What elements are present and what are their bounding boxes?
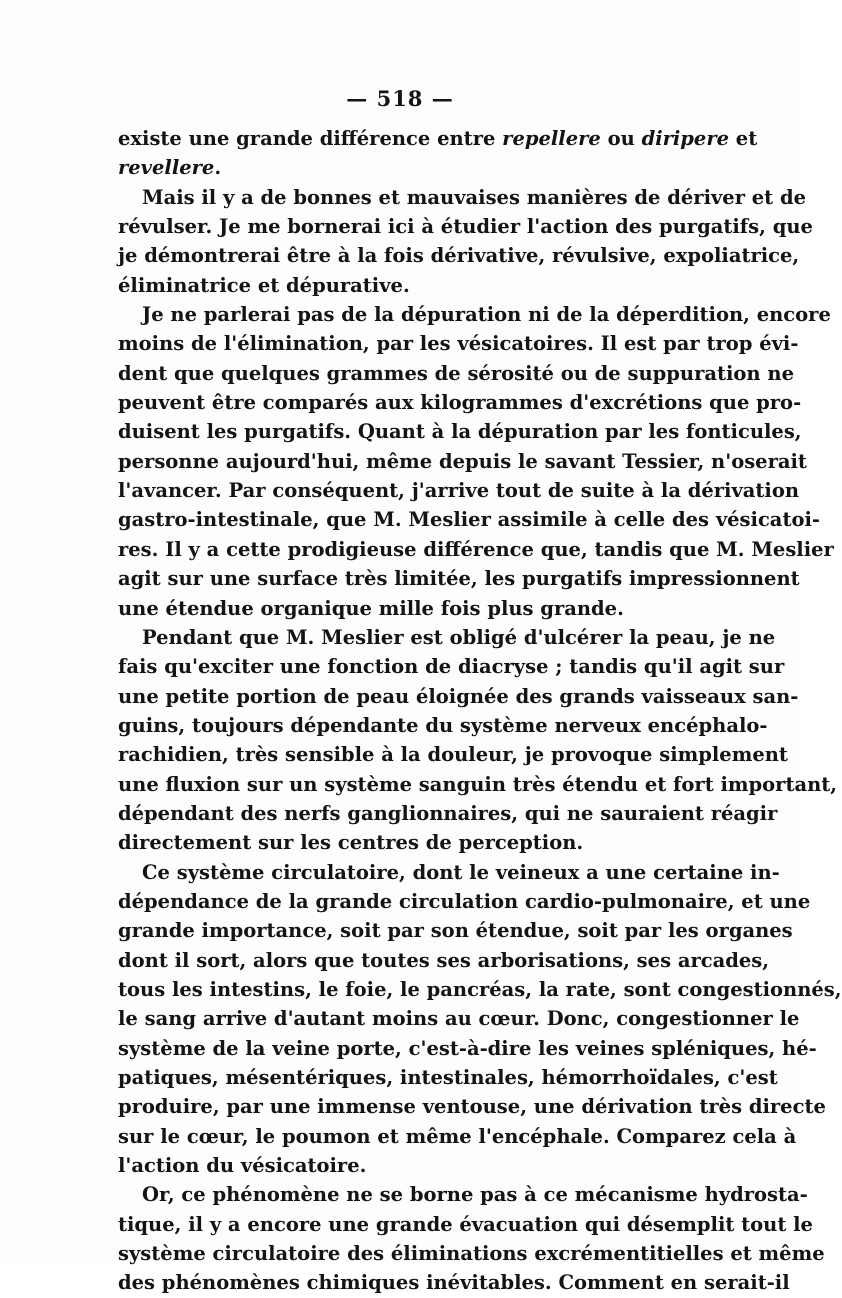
body-text: [118, 124, 842, 1298]
text-line-38: tique, il y a encore une grande évacuation qui désemplit tout le: [118, 1212, 813, 1236]
text-line-35: sur le cœur, le poumon et même l'encéphale. Comparez cela à: [118, 1124, 797, 1148]
text-line-31: le sang arrive d'autant moins au cœur. Donc, congestionner le: [118, 1007, 800, 1031]
text-line-30: tous les intestins, le foie, le pancréas, la rate, sont congestionnés,: [118, 977, 842, 1001]
text-line-6: éliminatrice et dépurative.: [118, 273, 410, 297]
text-line-36: l'action du vésicatoire.: [118, 1154, 367, 1178]
text-line-3: Mais il y a de bonnes et mauvaises manières de dériver et de: [142, 185, 807, 209]
text-line-40: des phénomènes chimiques inévitables. Comment en serait-il: [118, 1271, 790, 1295]
text-line-14: gastro-intestinale, que M. Meslier assimile à celle des vésicatoi-: [118, 508, 820, 532]
text-line-4: révulser. Je me bornerai ici à étudier l'action des purgatifs, que: [118, 215, 813, 239]
text-line-22: rachidien, très sensible à la douleur, je provoque simplement: [118, 743, 788, 767]
text-line-37: Or, ce phénomène ne se borne pas à ce mécanisme hydrosta-: [142, 1183, 808, 1207]
text-line-18: Pendant que M. Meslier est obligé d'ulcérer la peau, je ne: [142, 625, 776, 649]
text-line-2: revellere.: [118, 156, 222, 180]
text-line-11: duisent les purgatifs. Quant à la dépuration par les fonticules,: [118, 420, 802, 444]
text-line-10: peuvent être comparés aux kilogrammes d'excrétions que pro-: [118, 391, 802, 415]
text-line-19: fais qu'exciter une fonction de diacryse ; tandis qu'il agit sur: [118, 655, 785, 679]
text-line-8: moins de l'élimination, par les vésicatoires. Il est par trop évi-: [118, 332, 799, 356]
text-line-21: guins, toujours dépendante du système nerveux encéphalo-: [118, 713, 768, 737]
text-line-1: existe une grande différence entre repellere ou diripere et: [118, 127, 758, 150]
page-number: — 518 —: [346, 86, 454, 111]
text-line-39: système circulatoire des éliminations excrémentitielles et même: [118, 1242, 825, 1266]
text-line-25: directement sur les centres de perception.: [118, 831, 584, 855]
text-line-23: une fluxion sur un système sanguin très étendu et fort important,: [118, 772, 838, 796]
text-line-24: dépendant des nerfs ganglionnaires, qui ne sauraient réagir: [118, 801, 778, 825]
text-line-7: Je ne parlerai pas de la dépuration ni de la déperdition, encore: [142, 303, 831, 327]
text-line-33: patiques, mésentériques, intestinales, hémorrhoïdales, c'est: [118, 1066, 778, 1089]
text-line-5: je démontrerai être à la fois dérivative, révulsive, expoliatrice,: [118, 244, 800, 268]
text-line-20: une petite portion de peau éloignée des grands vaisseaux san-: [118, 684, 799, 708]
text-line-26: Ce système circulatoire, dont le veineux a une certaine in-: [142, 860, 780, 884]
text-line-15: res. Il y a cette prodigieuse différence que, tandis que M. Meslier: [118, 537, 834, 561]
text-line-29: dont il sort, alors que toutes ses arborisations, ses arcades,: [118, 948, 770, 972]
text-line-28: grande importance, soit par son étendue, soit par les organes: [118, 919, 793, 943]
text-line-9: dent que quelques grammes de sérosité ou de suppuration ne: [118, 361, 794, 385]
text-line-32: système de la veine porte, c'est-à-dire les veines spléniques, hé-: [118, 1036, 817, 1060]
text-line-27: dépendance de la grande circulation cardio-pulmonaire, et une: [118, 889, 811, 913]
text-line-34: produire, par une immense ventouse, une dérivation très directe: [118, 1095, 826, 1119]
text-line-17: une étendue organique mille fois plus grande.: [118, 596, 624, 620]
text-line-12: personne aujourd'hui, même depuis le savant Tessier, n'oserait: [118, 449, 807, 473]
text-line-16: agit sur une surface très limitée, les purgatifs impressionnent: [118, 567, 800, 591]
text-line-13: l'avancer. Par conséquent, j'arrive tout de suite à la dérivation: [118, 479, 800, 503]
